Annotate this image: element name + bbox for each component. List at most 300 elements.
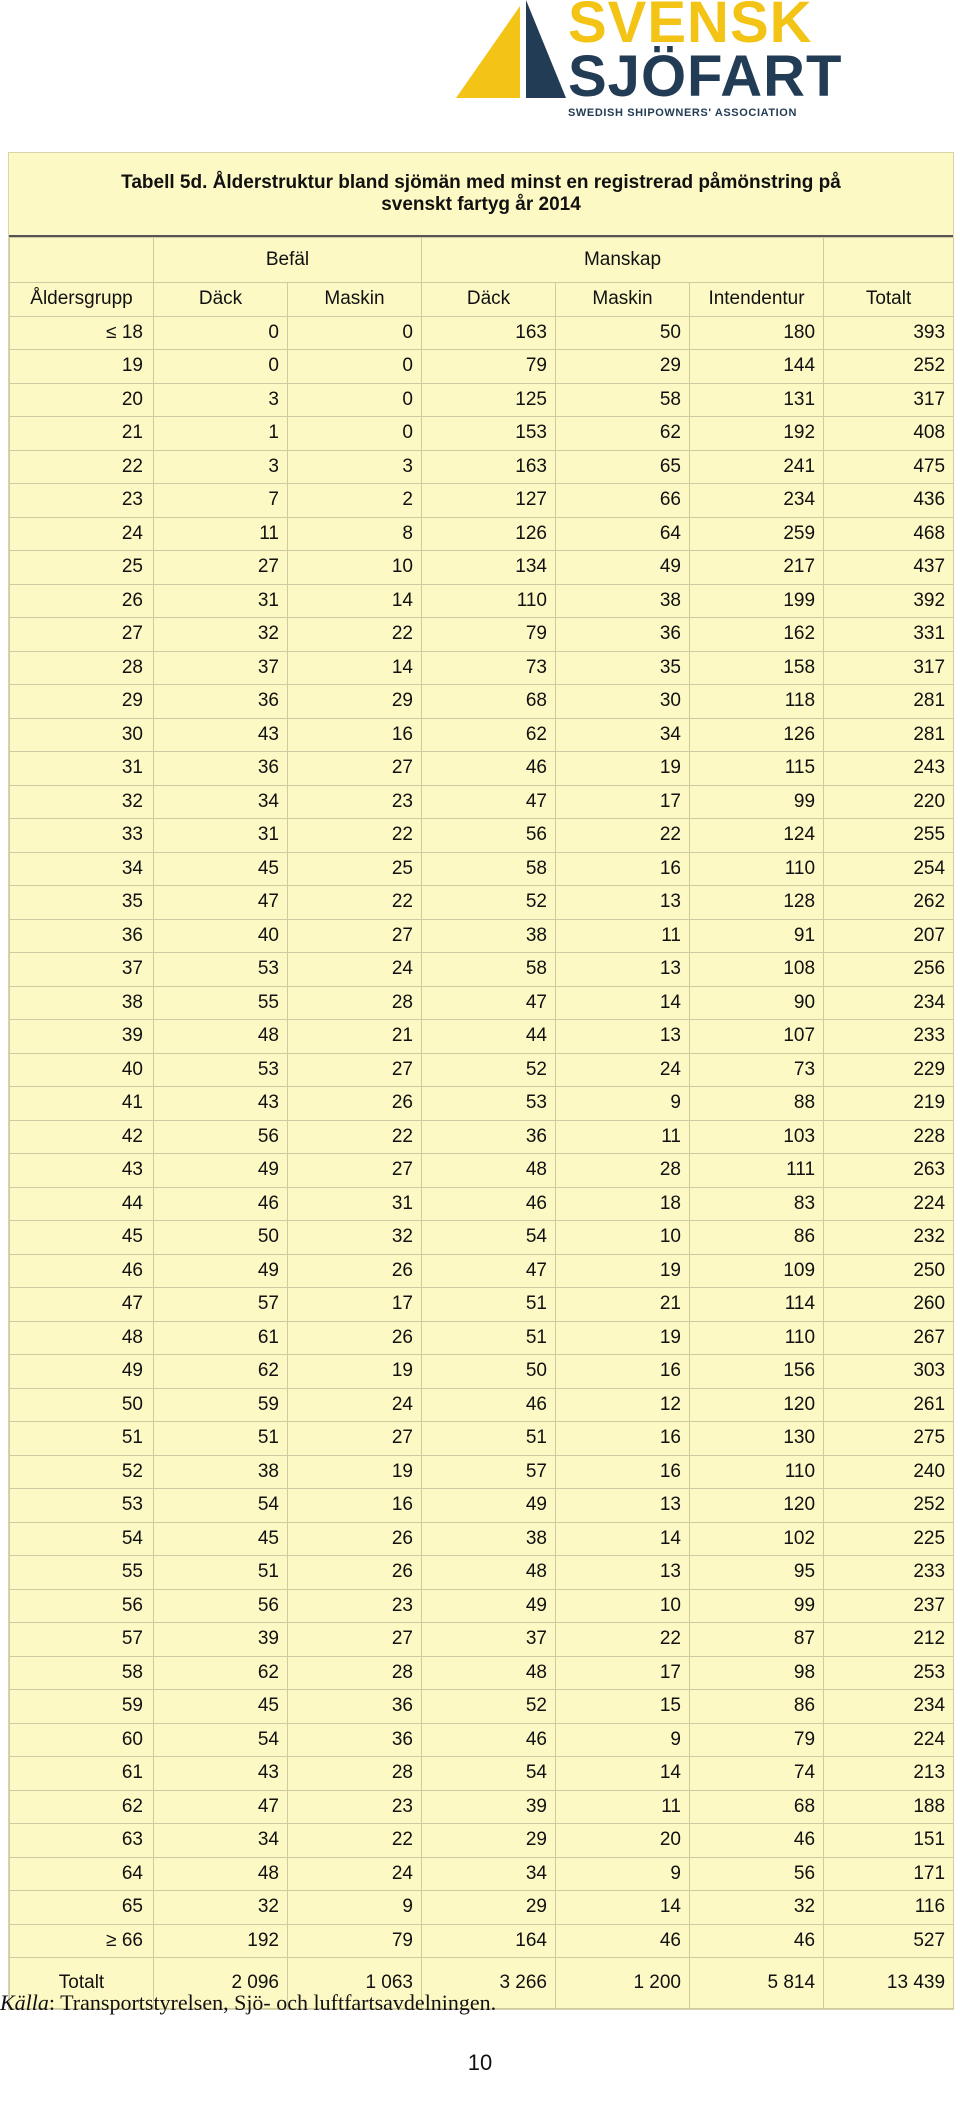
- value-cell: 28: [288, 1656, 422, 1690]
- value-cell: 51: [154, 1556, 288, 1590]
- value-cell: 164: [422, 1924, 556, 1958]
- value-cell: 437: [824, 551, 954, 585]
- value-cell: 14: [556, 1522, 690, 1556]
- age-group-cell: 57: [10, 1623, 154, 1657]
- table-row: [10, 1422, 954, 1456]
- value-cell: 213: [824, 1757, 954, 1791]
- value-cell: 50: [422, 1355, 556, 1389]
- column-header: Åldersgrupp: [10, 283, 154, 317]
- value-cell: 252: [824, 1489, 954, 1523]
- age-group-cell: 55: [10, 1556, 154, 1590]
- value-cell: 9: [556, 1857, 690, 1891]
- value-cell: 27: [288, 1623, 422, 1657]
- value-cell: 0: [288, 316, 422, 350]
- value-cell: 9: [288, 1891, 422, 1925]
- table-row: [10, 484, 954, 518]
- value-cell: 51: [422, 1288, 556, 1322]
- column-header: Intendentur: [690, 283, 824, 317]
- logo-wordmark: [568, 0, 843, 119]
- value-cell: 45: [154, 1690, 288, 1724]
- value-cell: 34: [422, 1857, 556, 1891]
- column-header: Däck: [422, 283, 556, 317]
- value-cell: 171: [824, 1857, 954, 1891]
- value-cell: 47: [422, 785, 556, 819]
- value-cell: 53: [154, 1053, 288, 1087]
- age-group-cell: 64: [10, 1857, 154, 1891]
- value-cell: 31: [154, 819, 288, 853]
- age-group-cell: 26: [10, 584, 154, 618]
- value-cell: 59: [154, 1388, 288, 1422]
- value-cell: 17: [556, 785, 690, 819]
- value-cell: 0: [288, 383, 422, 417]
- value-cell: 52: [422, 1690, 556, 1724]
- table-row: [10, 852, 954, 886]
- table-row: [10, 1288, 954, 1322]
- table-row: [10, 1522, 954, 1556]
- age-group-cell: 28: [10, 651, 154, 685]
- value-cell: 0: [154, 350, 288, 384]
- value-cell: 250: [824, 1254, 954, 1288]
- value-cell: 38: [422, 919, 556, 953]
- age-structure-table: [9, 237, 954, 2009]
- table-row: [10, 383, 954, 417]
- value-cell: 48: [154, 1857, 288, 1891]
- value-cell: 43: [154, 1087, 288, 1121]
- value-cell: 36: [288, 1723, 422, 1757]
- age-group-cell: 43: [10, 1154, 154, 1188]
- value-cell: 255: [824, 819, 954, 853]
- value-cell: 51: [154, 1422, 288, 1456]
- total-value-cell: 5 814: [690, 1958, 824, 2009]
- age-group-cell: 37: [10, 953, 154, 987]
- value-cell: 19: [288, 1455, 422, 1489]
- value-cell: 34: [154, 785, 288, 819]
- age-group-cell: 34: [10, 852, 154, 886]
- age-group-cell: 52: [10, 1455, 154, 1489]
- value-cell: 22: [556, 1623, 690, 1657]
- column-header: Däck: [154, 283, 288, 317]
- age-group-cell: 62: [10, 1790, 154, 1824]
- value-cell: 102: [690, 1522, 824, 1556]
- table-row: [10, 819, 954, 853]
- value-cell: 83: [690, 1187, 824, 1221]
- value-cell: 156: [690, 1355, 824, 1389]
- value-cell: 0: [288, 417, 422, 451]
- table-body: [10, 316, 954, 2009]
- value-cell: 52: [422, 886, 556, 920]
- age-group-cell: 60: [10, 1723, 154, 1757]
- table-row: [10, 1589, 954, 1623]
- value-cell: 8: [288, 517, 422, 551]
- value-cell: 95: [690, 1556, 824, 1590]
- total-value-cell: 2 096: [154, 1958, 288, 2009]
- total-value-cell: 1 063: [288, 1958, 422, 2009]
- value-cell: 234: [824, 986, 954, 1020]
- value-cell: 46: [422, 1187, 556, 1221]
- value-cell: 232: [824, 1221, 954, 1255]
- value-cell: 126: [690, 718, 824, 752]
- value-cell: 261: [824, 1388, 954, 1422]
- value-cell: 55: [154, 986, 288, 1020]
- source-note: [0, 1990, 496, 2016]
- value-cell: 19: [556, 1254, 690, 1288]
- value-cell: 267: [824, 1321, 954, 1355]
- value-cell: 12: [556, 1388, 690, 1422]
- value-cell: 64: [556, 517, 690, 551]
- value-cell: 17: [288, 1288, 422, 1322]
- value-cell: 10: [288, 551, 422, 585]
- value-cell: 46: [422, 1723, 556, 1757]
- value-cell: 28: [556, 1154, 690, 1188]
- value-cell: 207: [824, 919, 954, 953]
- table-row: [10, 1690, 954, 1724]
- value-cell: 16: [556, 1355, 690, 1389]
- value-cell: 32: [154, 1891, 288, 1925]
- value-cell: 58: [422, 953, 556, 987]
- table-row: [10, 1723, 954, 1757]
- value-cell: 110: [690, 1321, 824, 1355]
- value-cell: 180: [690, 316, 824, 350]
- value-cell: 86: [690, 1690, 824, 1724]
- value-cell: 49: [154, 1154, 288, 1188]
- group-header-empty-total: [824, 238, 954, 283]
- age-group-cell: 45: [10, 1221, 154, 1255]
- value-cell: 27: [288, 1422, 422, 1456]
- value-cell: 58: [556, 383, 690, 417]
- age-group-cell: 58: [10, 1656, 154, 1690]
- value-cell: 111: [690, 1154, 824, 1188]
- age-group-cell: 36: [10, 919, 154, 953]
- table-row: [10, 1221, 954, 1255]
- value-cell: 130: [690, 1422, 824, 1456]
- value-cell: 7: [154, 484, 288, 518]
- value-cell: 26: [288, 1556, 422, 1590]
- value-cell: 393: [824, 316, 954, 350]
- value-cell: 3: [288, 450, 422, 484]
- value-cell: 392: [824, 584, 954, 618]
- age-group-cell: 53: [10, 1489, 154, 1523]
- value-cell: 17: [556, 1656, 690, 1690]
- value-cell: 48: [422, 1556, 556, 1590]
- table-row: [10, 316, 954, 350]
- value-cell: 24: [556, 1053, 690, 1087]
- value-cell: 107: [690, 1020, 824, 1054]
- age-group-cell: 33: [10, 819, 154, 853]
- table-row: [10, 1824, 954, 1858]
- value-cell: 234: [824, 1690, 954, 1724]
- value-cell: 88: [690, 1087, 824, 1121]
- value-cell: 126: [422, 517, 556, 551]
- value-cell: 26: [288, 1522, 422, 1556]
- value-cell: 91: [690, 919, 824, 953]
- value-cell: 21: [288, 1020, 422, 1054]
- value-cell: 51: [422, 1422, 556, 1456]
- table-row: [10, 517, 954, 551]
- value-cell: 317: [824, 651, 954, 685]
- value-cell: 16: [556, 852, 690, 886]
- value-cell: 73: [690, 1053, 824, 1087]
- value-cell: 22: [288, 1120, 422, 1154]
- value-cell: 0: [288, 350, 422, 384]
- value-cell: 163: [422, 316, 556, 350]
- group-header-row: [10, 238, 954, 283]
- table-row: [10, 1321, 954, 1355]
- value-cell: 23: [288, 1790, 422, 1824]
- table-row: [10, 1087, 954, 1121]
- value-cell: 48: [422, 1154, 556, 1188]
- value-cell: 15: [556, 1690, 690, 1724]
- value-cell: 74: [690, 1757, 824, 1791]
- value-cell: 36: [422, 1120, 556, 1154]
- value-cell: 62: [556, 417, 690, 451]
- value-cell: 29: [288, 685, 422, 719]
- value-cell: 162: [690, 618, 824, 652]
- value-cell: 3: [154, 383, 288, 417]
- value-cell: 49: [422, 1489, 556, 1523]
- value-cell: 16: [556, 1455, 690, 1489]
- age-group-cell: 23: [10, 484, 154, 518]
- value-cell: 47: [154, 1790, 288, 1824]
- table-row: [10, 886, 954, 920]
- value-cell: 237: [824, 1589, 954, 1623]
- value-cell: 9: [556, 1087, 690, 1121]
- value-cell: 61: [154, 1321, 288, 1355]
- value-cell: 158: [690, 651, 824, 685]
- value-cell: 408: [824, 417, 954, 451]
- value-cell: 256: [824, 953, 954, 987]
- value-cell: 79: [422, 350, 556, 384]
- value-cell: 29: [422, 1824, 556, 1858]
- value-cell: 3: [154, 450, 288, 484]
- table-row: [10, 986, 954, 1020]
- value-cell: 199: [690, 584, 824, 618]
- age-group-cell: 59: [10, 1690, 154, 1724]
- column-header-row: [10, 283, 954, 317]
- value-cell: 120: [690, 1388, 824, 1422]
- value-cell: 151: [824, 1824, 954, 1858]
- value-cell: 124: [690, 819, 824, 853]
- value-cell: 13: [556, 886, 690, 920]
- value-cell: 134: [422, 551, 556, 585]
- value-cell: 48: [422, 1656, 556, 1690]
- age-group-cell: 41: [10, 1087, 154, 1121]
- age-group-cell: 46: [10, 1254, 154, 1288]
- value-cell: 16: [288, 718, 422, 752]
- value-cell: 52: [422, 1053, 556, 1087]
- age-group-cell: ≥ 66: [10, 1924, 154, 1958]
- table-row: [10, 953, 954, 987]
- value-cell: 58: [422, 852, 556, 886]
- value-cell: 1: [154, 417, 288, 451]
- value-cell: 23: [288, 1589, 422, 1623]
- age-group-cell: ≤ 18: [10, 316, 154, 350]
- value-cell: 219: [824, 1087, 954, 1121]
- value-cell: 46: [690, 1824, 824, 1858]
- value-cell: 114: [690, 1288, 824, 1322]
- table-row: [10, 584, 954, 618]
- value-cell: 47: [422, 1254, 556, 1288]
- age-group-cell: 47: [10, 1288, 154, 1322]
- value-cell: 32: [690, 1891, 824, 1925]
- table-row: [10, 1120, 954, 1154]
- value-cell: 436: [824, 484, 954, 518]
- value-cell: 46: [422, 1388, 556, 1422]
- value-cell: 54: [422, 1221, 556, 1255]
- value-cell: 281: [824, 685, 954, 719]
- value-cell: 86: [690, 1221, 824, 1255]
- value-cell: 56: [154, 1589, 288, 1623]
- table-row: [10, 1757, 954, 1791]
- total-value-cell: 1 200: [556, 1958, 690, 2009]
- age-group-cell: 40: [10, 1053, 154, 1087]
- value-cell: 90: [690, 986, 824, 1020]
- value-cell: 527: [824, 1924, 954, 1958]
- age-group-cell: 22: [10, 450, 154, 484]
- value-cell: 45: [154, 852, 288, 886]
- value-cell: 68: [422, 685, 556, 719]
- age-group-cell: 39: [10, 1020, 154, 1054]
- age-group-cell: 24: [10, 517, 154, 551]
- value-cell: 32: [288, 1221, 422, 1255]
- value-cell: 131: [690, 383, 824, 417]
- logo-line2: SJÖFART: [568, 44, 843, 109]
- value-cell: 224: [824, 1723, 954, 1757]
- age-group-cell: 31: [10, 752, 154, 786]
- value-cell: 26: [288, 1254, 422, 1288]
- value-cell: 62: [154, 1656, 288, 1690]
- table-row: [10, 1556, 954, 1590]
- value-cell: 36: [288, 1690, 422, 1724]
- table-row: [10, 1355, 954, 1389]
- value-cell: 26: [288, 1321, 422, 1355]
- value-cell: 116: [824, 1891, 954, 1925]
- value-cell: 35: [556, 651, 690, 685]
- value-cell: 275: [824, 1422, 954, 1456]
- value-cell: 115: [690, 752, 824, 786]
- age-group-cell: 63: [10, 1824, 154, 1858]
- value-cell: 45: [154, 1522, 288, 1556]
- value-cell: 192: [154, 1924, 288, 1958]
- value-cell: 228: [824, 1120, 954, 1154]
- value-cell: 11: [556, 1120, 690, 1154]
- value-cell: 192: [690, 417, 824, 451]
- table-row: [10, 685, 954, 719]
- value-cell: 29: [556, 350, 690, 384]
- value-cell: 13: [556, 1020, 690, 1054]
- value-cell: 50: [154, 1221, 288, 1255]
- svensk-sjofart-logo: [448, 0, 843, 119]
- logo-line1: SVENSK: [568, 0, 813, 55]
- age-group-cell: 48: [10, 1321, 154, 1355]
- value-cell: 53: [154, 953, 288, 987]
- value-cell: 30: [556, 685, 690, 719]
- value-cell: 31: [154, 584, 288, 618]
- value-cell: 53: [422, 1087, 556, 1121]
- table-row: [10, 1790, 954, 1824]
- value-cell: 303: [824, 1355, 954, 1389]
- value-cell: 127: [422, 484, 556, 518]
- value-cell: 46: [690, 1924, 824, 1958]
- value-cell: 24: [288, 1388, 422, 1422]
- age-group-cell: 51: [10, 1422, 154, 1456]
- value-cell: 22: [288, 618, 422, 652]
- value-cell: 331: [824, 618, 954, 652]
- group-header-manskap: Manskap: [422, 238, 824, 283]
- value-cell: 36: [154, 752, 288, 786]
- value-cell: 46: [556, 1924, 690, 1958]
- value-cell: 163: [422, 450, 556, 484]
- age-structure-table-panel: [8, 152, 954, 2010]
- value-cell: 27: [288, 752, 422, 786]
- value-cell: 36: [154, 685, 288, 719]
- value-cell: 32: [154, 618, 288, 652]
- age-group-cell: 56: [10, 1589, 154, 1623]
- value-cell: 57: [154, 1288, 288, 1322]
- column-header: Maskin: [288, 283, 422, 317]
- value-cell: 57: [422, 1455, 556, 1489]
- value-cell: 260: [824, 1288, 954, 1322]
- value-cell: 19: [288, 1355, 422, 1389]
- value-cell: 23: [288, 785, 422, 819]
- value-cell: 240: [824, 1455, 954, 1489]
- value-cell: 27: [154, 551, 288, 585]
- age-group-cell: 35: [10, 886, 154, 920]
- value-cell: 217: [690, 551, 824, 585]
- total-label-cell: Totalt: [10, 1958, 154, 2009]
- value-cell: 14: [556, 986, 690, 1020]
- value-cell: 16: [556, 1422, 690, 1456]
- value-cell: 24: [288, 953, 422, 987]
- age-group-cell: 49: [10, 1355, 154, 1389]
- value-cell: 24: [288, 1857, 422, 1891]
- value-cell: 224: [824, 1187, 954, 1221]
- age-group-cell: 38: [10, 986, 154, 1020]
- value-cell: 27: [288, 1053, 422, 1087]
- value-cell: 34: [556, 718, 690, 752]
- value-cell: 66: [556, 484, 690, 518]
- column-header: Totalt: [824, 283, 954, 317]
- table-row: [10, 1388, 954, 1422]
- value-cell: 43: [154, 1757, 288, 1791]
- value-cell: 51: [422, 1321, 556, 1355]
- value-cell: 44: [422, 1020, 556, 1054]
- age-group-cell: 25: [10, 551, 154, 585]
- age-group-cell: 32: [10, 785, 154, 819]
- value-cell: 0: [154, 316, 288, 350]
- table-title-line2: svenskt fartyg år 2014: [381, 194, 581, 215]
- value-cell: 234: [690, 484, 824, 518]
- value-cell: 243: [824, 752, 954, 786]
- value-cell: 22: [556, 819, 690, 853]
- value-cell: 47: [422, 986, 556, 1020]
- table-row: [10, 1623, 954, 1657]
- value-cell: 212: [824, 1623, 954, 1657]
- value-cell: 110: [422, 584, 556, 618]
- column-header: Maskin: [556, 283, 690, 317]
- value-cell: 38: [154, 1455, 288, 1489]
- age-group-cell: 65: [10, 1891, 154, 1925]
- value-cell: 188: [824, 1790, 954, 1824]
- value-cell: 2: [288, 484, 422, 518]
- value-cell: 37: [422, 1623, 556, 1657]
- age-group-cell: 27: [10, 618, 154, 652]
- age-group-cell: 20: [10, 383, 154, 417]
- value-cell: 22: [288, 819, 422, 853]
- value-cell: 125: [422, 383, 556, 417]
- value-cell: 36: [556, 618, 690, 652]
- value-cell: 13: [556, 953, 690, 987]
- value-cell: 110: [690, 852, 824, 886]
